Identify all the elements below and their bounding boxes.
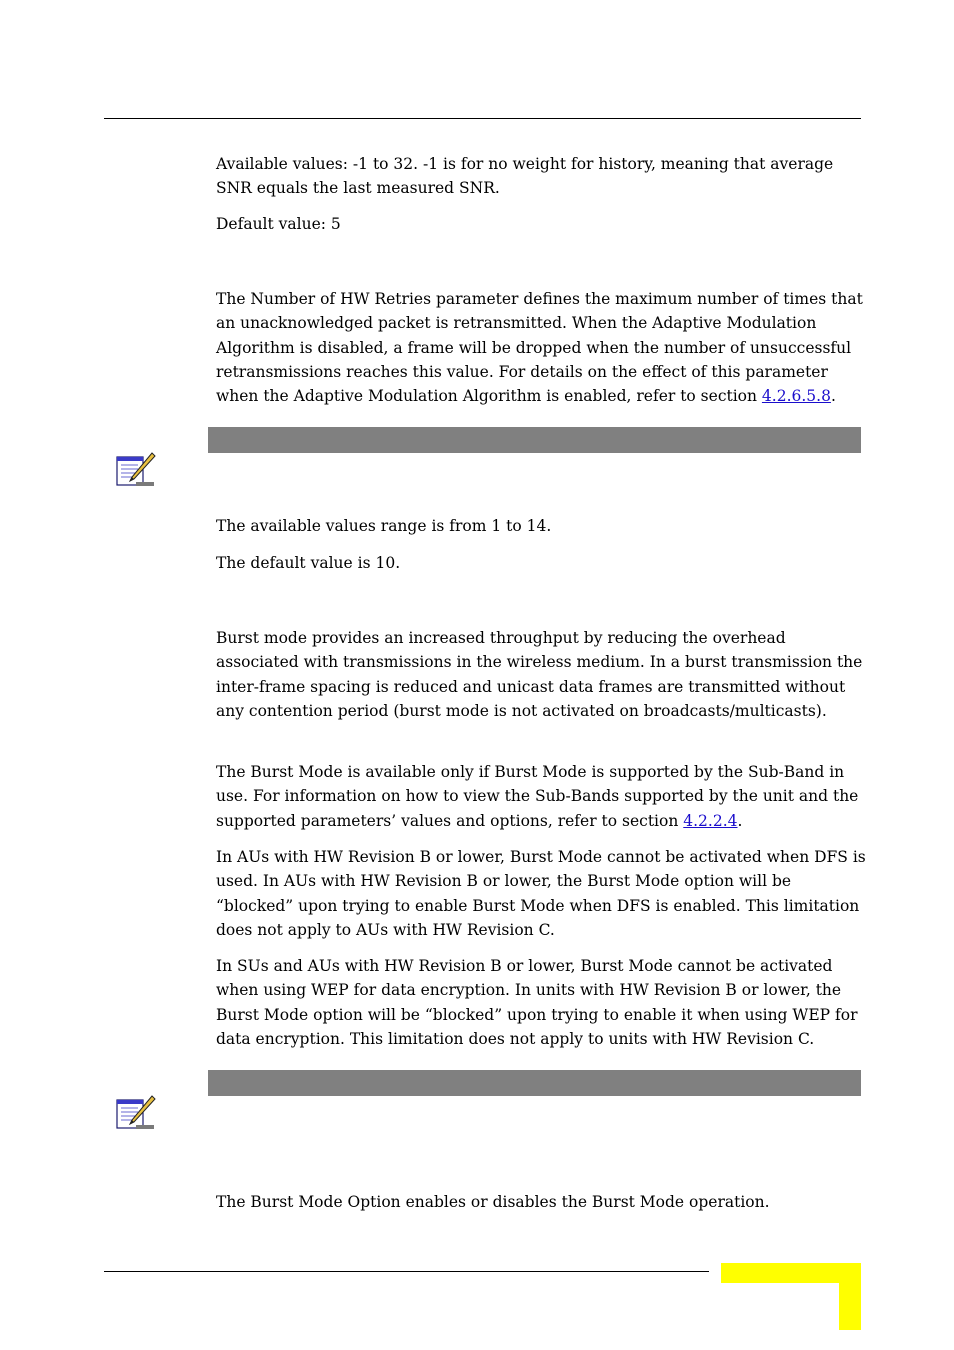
footer-rule <box>104 1271 709 1272</box>
page-corner-marker-vertical <box>839 1263 861 1330</box>
burst-availability-period: . <box>737 811 743 830</box>
section-link-4-2-2-4[interactable]: 4.2.2.4 <box>683 811 738 830</box>
burst-mode-intro: Burst mode provides an increased throughput by reducing the overhead associated with transmissions in the wireless medium. In a burst transmission the inter-frame spacing is reduced and unicast data frames are transmitted without any contention period (burst mode is not activated on broadcasts/multicasts). <box>216 629 863 720</box>
burst-mode-wep: In SUs and AUs with HW Revision B or lower, Burst Mode cannot be activated when using WEP for data encryption. In units with HW Revision B or lower, the Burst Mode option will be “blocked” upon trying to enable it when using WEP for data encryption. This limitation does not apply to units with HW Revision C. <box>216 957 858 1048</box>
snr-available-values: Available values: -1 to 32. -1 is for no weight for history, meaning that average SNR equals the last measured SNR. <box>216 155 834 198</box>
burst-mode-availability <box>216 760 866 833</box>
section-link-4-2-6-5-8[interactable]: 4.2.6.5.8 <box>761 387 831 406</box>
retries-default: The default value is 10. <box>216 554 401 572</box>
hw-retries-text: The Number of HW Retries parameter defines the maximum number of times that an unacknowledged packet is retransmitted. When the Adaptive Modulation Algorithm is disabled, a frame will be dropped when the number of unsuccessful retransmissions reaches this value. For details on the effect of this parameter when the Adaptive Modulation Algorithm is enabled, refer to section <box>216 290 863 406</box>
hw-retries-description <box>216 287 866 408</box>
burst-mode-dfs: In AUs with HW Revision B or lower, Burst Mode cannot be activated when DFS is used. In AUs with HW Revision B or lower, the Burst Mode option will be “blocked” upon trying to enable Burst Mode when DFS is enabled. This limitation does not apply to AUs with HW Revision C. <box>216 848 866 939</box>
retries-range: The available values range is from 1 to 14. <box>216 517 552 535</box>
note-pencil-icon <box>114 1095 158 1131</box>
header-rule <box>104 118 861 119</box>
note-bar <box>208 427 861 453</box>
snr-default-value: Default value: 5 <box>216 215 341 233</box>
burst-mode-option: The Burst Mode Option enables or disables the Burst Mode operation. <box>216 1193 770 1211</box>
burst-availability-text: The Burst Mode is available only if Burst Mode is supported by the Sub-Band in use. For information on how to view the Sub-Bands supported by the unit and the supported parameters’ values and options, refer to section <box>216 763 859 830</box>
note-bar <box>208 1070 861 1096</box>
note-pencil-icon <box>114 452 158 488</box>
hw-retries-period: . <box>830 387 836 406</box>
